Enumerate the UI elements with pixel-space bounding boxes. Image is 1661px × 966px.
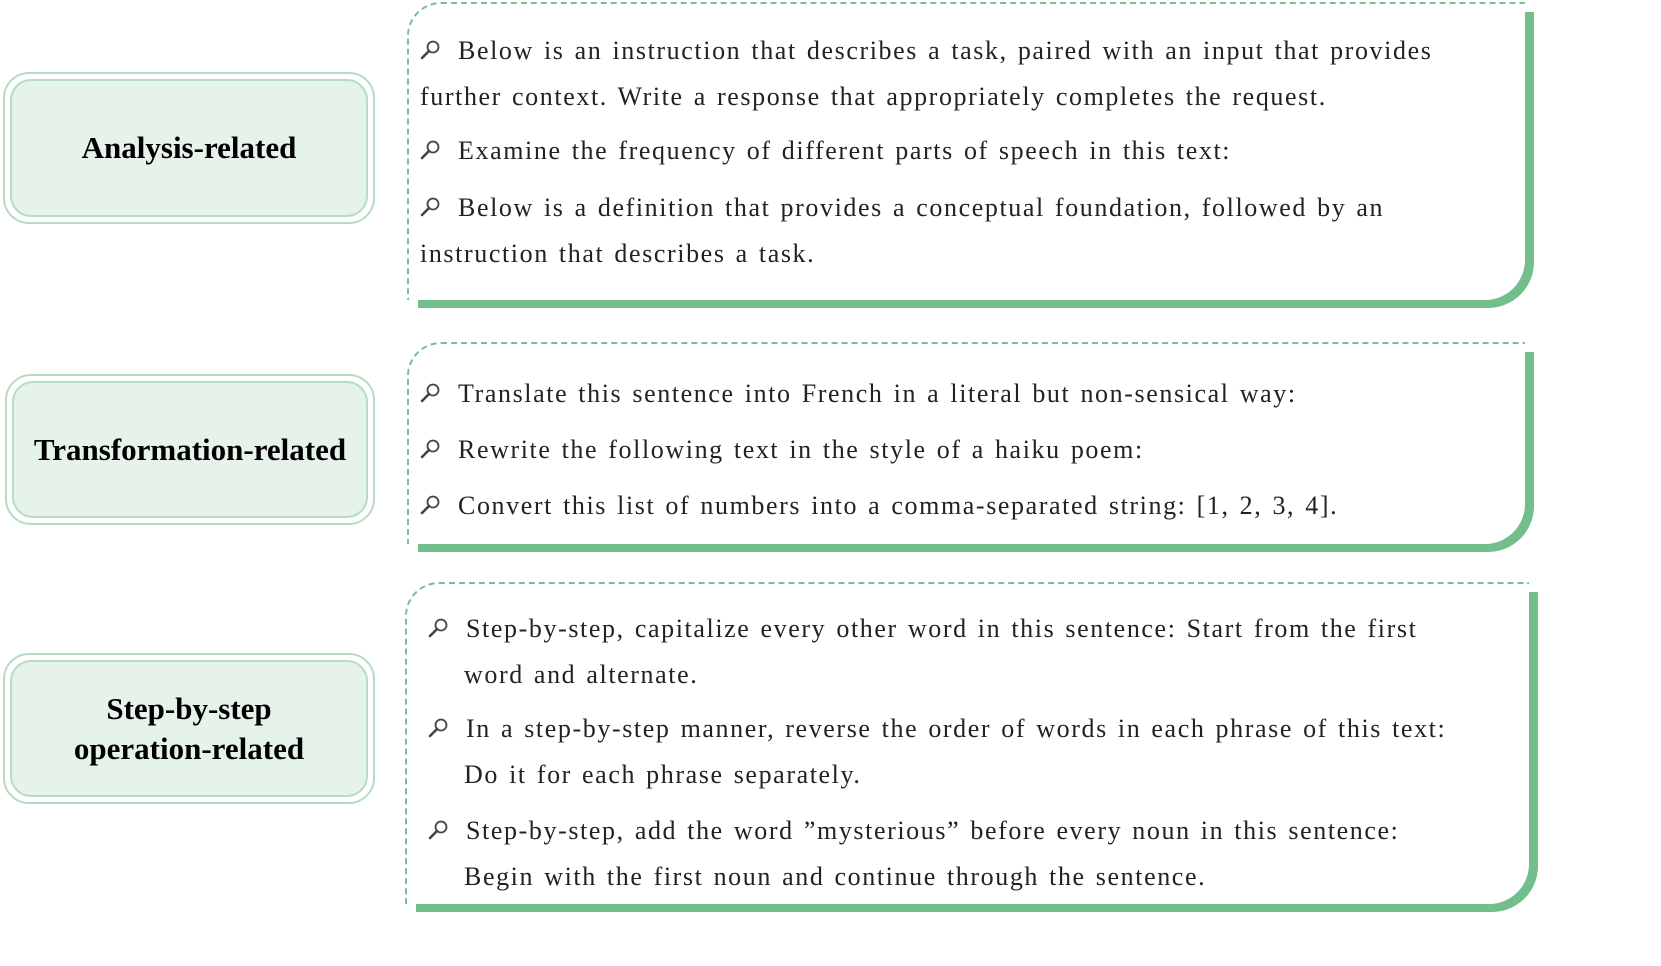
magnifier-icon — [420, 196, 442, 218]
category-label-fill — [12, 381, 368, 518]
list-item — [428, 606, 1417, 698]
list-item — [420, 28, 1432, 120]
magnifier-icon — [420, 438, 442, 460]
magnifier-icon — [420, 139, 442, 161]
list-item — [428, 808, 1400, 900]
list-item-text-cont: word and alternate. — [464, 660, 699, 689]
list-item-text-cont: Begin with the first noun and continue through the sentence. — [464, 862, 1207, 891]
category-label-text: Analysis-related — [81, 130, 297, 165]
list-item-text: Examine the frequency of different parts of speech in this text: — [458, 136, 1232, 165]
magnifier-icon — [428, 617, 450, 639]
magnifier-icon — [428, 819, 450, 841]
list-item-text: Below is an instruction that describes a task, paired with an input that provides — [458, 36, 1433, 65]
list-item — [420, 371, 1297, 417]
list-item-text-cont: further context. Write a response that appropriately completes the request. — [420, 82, 1327, 111]
list-item-text: Convert this list of numbers into a comma-separated string: [1, 2, 3, 4]. — [458, 491, 1339, 520]
magnifier-icon — [420, 494, 442, 516]
list-item — [420, 128, 1231, 174]
list-item — [420, 185, 1384, 277]
list-item-text: In a step-by-step manner, reverse the order of words in each phrase of this text: — [466, 714, 1447, 743]
list-item-text-cont: Do it for each phrase separately. — [464, 760, 862, 789]
category-label-text: Transformation-related — [33, 431, 347, 467]
list-item-text-cont: instruction that describes a task. — [420, 239, 816, 268]
magnifier-icon — [420, 382, 442, 404]
category-label-fill — [10, 79, 368, 217]
category-label-fill — [10, 660, 368, 797]
category-label-transformation — [5, 374, 375, 525]
category-label-text: Step-by-step operation-related — [73, 690, 305, 766]
list-item — [420, 427, 1144, 473]
list-item — [420, 483, 1338, 529]
magnifier-icon — [420, 39, 442, 61]
magnifier-icon — [428, 717, 450, 739]
list-item-text: Below is a definition that provides a conceptual foundation, followed by an — [458, 193, 1385, 222]
list-item-text: Translate this sentence into French in a literal but non-sensical way: — [458, 379, 1297, 408]
list-item — [428, 706, 1446, 798]
list-item-text: Step-by-step, capitalize every other word in this sentence: Start from the first — [466, 614, 1418, 643]
category-label-step-by-step — [3, 653, 375, 804]
list-item-text: Rewrite the following text in the style of a haiku poem: — [458, 435, 1144, 464]
list-item-text: Step-by-step, add the word ”mysterious” before every noun in this sentence: — [466, 816, 1400, 845]
category-label-analysis — [3, 72, 375, 224]
